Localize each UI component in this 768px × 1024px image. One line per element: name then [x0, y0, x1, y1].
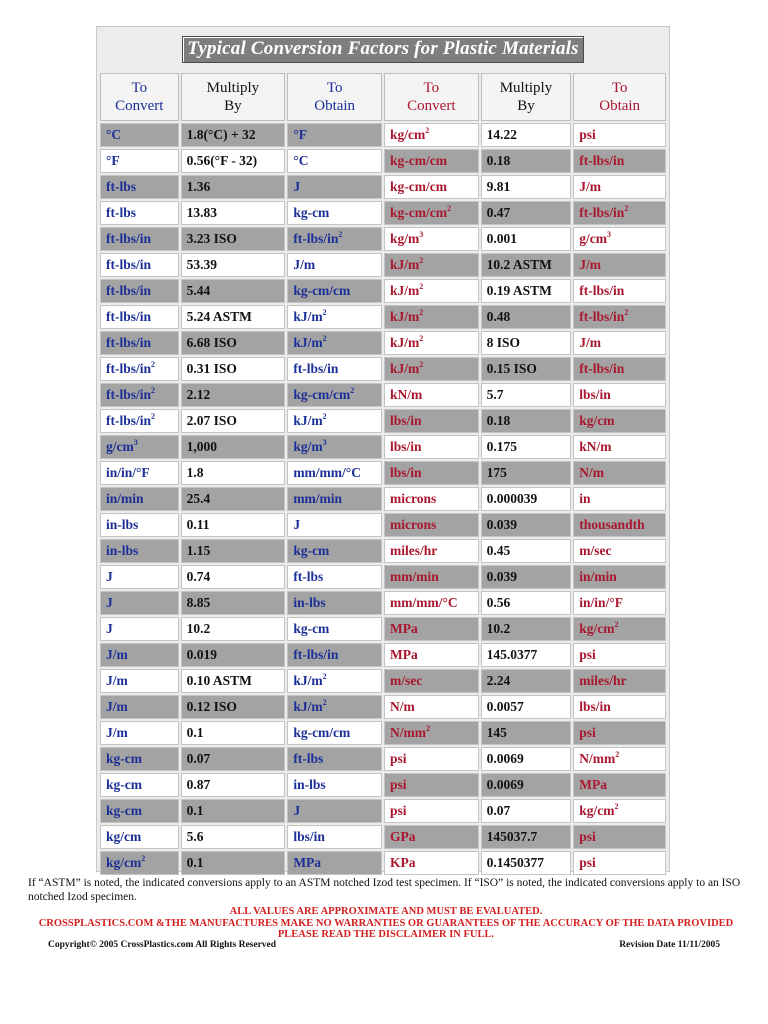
cell-to-obtain: $kJ/m^2$ — [287, 331, 382, 355]
cell-multiply-by: 2.07 ISO — [181, 409, 286, 433]
cell-multiply-by-right: 0.18 — [481, 149, 572, 173]
header-to-convert: To Convert — [100, 73, 179, 121]
cell-to-convert-right: N/m — [384, 695, 479, 719]
cell-multiply-by: 1.15 — [181, 539, 286, 563]
cell-to-obtain-right: psi — [573, 643, 666, 667]
table-row — [100, 123, 666, 147]
cell-to-obtain-right: lbs/in — [573, 695, 666, 719]
cell-to-convert: ft-lbs — [100, 175, 179, 199]
cell-multiply-by: 3.23 ISO — [181, 227, 286, 251]
cell-to-convert-right: psi — [384, 747, 479, 771]
cell-to-obtain: J — [287, 175, 382, 199]
cell-multiply-by: 5.44 — [181, 279, 286, 303]
cell-to-convert: J/m — [100, 695, 179, 719]
cell-multiply-by-right: 0.039 — [481, 513, 572, 537]
cell-to-obtain: °F — [287, 123, 382, 147]
cell-to-convert: ft-lbs/in — [100, 305, 179, 329]
table-row — [100, 357, 666, 381]
cell-multiply-by-right: 0.19 ASTM — [481, 279, 572, 303]
cell-multiply-by-right: 8 ISO — [481, 331, 572, 355]
cell-to-obtain-right: thousandth — [573, 513, 666, 537]
copyright: Copyright© 2005 CrossPlastics.com All Rights Reserved — [48, 940, 277, 950]
table-row — [100, 591, 666, 615]
cell-multiply-by-right: 0.18 — [481, 409, 572, 433]
disclaimer-line-2: CROSSPLASTICS.COM &THE MANUFACTURES MAKE NO WARRANTIES OR GUARANTEES OF THE ACCURACY OF THE DATA PROVIDED PLEASE READ THE DISCLAIMER IN FULL. — [38, 917, 734, 940]
cell-multiply-by: 1.8 — [181, 461, 286, 485]
cell-to-obtain-right: lbs/in — [573, 383, 666, 407]
cell-to-obtain: $kJ/m^2$ — [287, 305, 382, 329]
cell-to-obtain-right: psi — [573, 851, 666, 875]
cell-to-obtain-right: $g/cm^3$ — [573, 227, 666, 251]
cell-to-convert: J — [100, 565, 179, 589]
cell-to-obtain: $ft-lbs/in^2$ — [287, 227, 382, 251]
cell-to-obtain: ft-lbs — [287, 565, 382, 589]
cell-to-convert-right: $N/mm^2$ — [384, 721, 479, 745]
cell-to-convert: °F — [100, 149, 179, 173]
header-to-obtain: To Obtain — [287, 73, 382, 121]
cell-to-obtain-right: MPa — [573, 773, 666, 797]
cell-multiply-by: 53.39 — [181, 253, 286, 277]
cell-to-convert: ft-lbs/in — [100, 253, 179, 277]
table-row — [100, 747, 666, 771]
cell-to-convert-right: microns — [384, 513, 479, 537]
cell-to-obtain-right: psi — [573, 721, 666, 745]
cell-to-obtain-right: in/min — [573, 565, 666, 589]
table-row — [100, 799, 666, 823]
table-row — [100, 539, 666, 563]
table-row — [100, 851, 666, 875]
table-row — [100, 617, 666, 641]
cell-multiply-by: 1,000 — [181, 435, 286, 459]
cell-multiply-by-right: 145 — [481, 721, 572, 745]
cell-to-obtain-right: $kg/cm^2$ — [573, 617, 666, 641]
cell-to-obtain-right: m/sec — [573, 539, 666, 563]
table-row — [100, 773, 666, 797]
cell-to-obtain: kg-cm — [287, 201, 382, 225]
table-row — [100, 279, 666, 303]
cell-to-obtain: MPa — [287, 851, 382, 875]
cell-to-obtain: kg-cm/cm — [287, 721, 382, 745]
header-multiply-by-right: Multiply By — [481, 73, 572, 121]
cell-multiply-by: 2.12 — [181, 383, 286, 407]
table-row — [100, 721, 666, 745]
cell-multiply-by-right: 0.175 — [481, 435, 572, 459]
table-row — [100, 227, 666, 251]
cell-multiply-by-right: 0.0057 — [481, 695, 572, 719]
disclaimer-line-1: ALL VALUES ARE APPROXIMATE AND MUST BE EVALUATED. — [229, 906, 543, 917]
cell-multiply-by: 13.83 — [181, 201, 286, 225]
cell-to-convert-right: kg-cm/cm — [384, 149, 479, 173]
cell-to-obtain: lbs/in — [287, 825, 382, 849]
table-row — [100, 487, 666, 511]
cell-to-convert: ft-lbs/in — [100, 331, 179, 355]
cell-to-obtain-right: kg/cm — [573, 409, 666, 433]
header-multiply-by: Multiply By — [181, 73, 286, 121]
cell-multiply-by: 0.10 ASTM — [181, 669, 286, 693]
cell-to-obtain: $kJ/m^2$ — [287, 695, 382, 719]
cell-to-convert-right: mm/min — [384, 565, 479, 589]
cell-to-convert: kg-cm — [100, 747, 179, 771]
cell-to-convert: $ft-lbs/in^2$ — [100, 383, 179, 407]
cell-to-convert: in-lbs — [100, 539, 179, 563]
cell-multiply-by: 25.4 — [181, 487, 286, 511]
cell-to-convert: kg-cm — [100, 773, 179, 797]
cell-to-convert-right: kN/m — [384, 383, 479, 407]
cell-to-convert-right: psi — [384, 799, 479, 823]
cell-multiply-by: 0.1 — [181, 721, 286, 745]
cell-to-obtain-right: N/m — [573, 461, 666, 485]
cell-to-convert-right: m/sec — [384, 669, 479, 693]
cell-multiply-by: 0.1 — [181, 851, 286, 875]
cell-to-convert: J — [100, 591, 179, 615]
cell-to-obtain-right: $kg/cm^2$ — [573, 799, 666, 823]
cell-to-obtain: $kJ/m^2$ — [287, 409, 382, 433]
cell-multiply-by-right: 0.000039 — [481, 487, 572, 511]
cell-multiply-by: 1.8(°C) + 32 — [181, 123, 286, 147]
cell-to-obtain-right: miles/hr — [573, 669, 666, 693]
table-row — [100, 305, 666, 329]
cell-multiply-by: 6.68 ISO — [181, 331, 286, 355]
cell-to-obtain: ft-lbs/in — [287, 357, 382, 381]
cell-to-convert: ft-lbs — [100, 201, 179, 225]
cell-to-obtain-right: kN/m — [573, 435, 666, 459]
cell-multiply-by: 0.31 ISO — [181, 357, 286, 381]
cell-to-convert: kg-cm — [100, 799, 179, 823]
cell-multiply-by: 0.56(°F - 32) — [181, 149, 286, 173]
cell-to-convert-right: lbs/in — [384, 435, 479, 459]
cell-to-convert: kg/cm — [100, 825, 179, 849]
cell-to-convert: °C — [100, 123, 179, 147]
cell-multiply-by-right: 145.0377 — [481, 643, 572, 667]
cell-to-convert: J/m — [100, 643, 179, 667]
cell-to-obtain-right: $ft-lbs/in^2$ — [573, 305, 666, 329]
cell-to-obtain: in-lbs — [287, 773, 382, 797]
title-bar — [97, 27, 669, 71]
disclaimer — [28, 906, 744, 941]
cell-to-obtain: kg-cm — [287, 539, 382, 563]
footnote: If “ASTM” is noted, the indicated conversions apply to an ASTM notched Izod test specimen. If “ISO” is noted, the indicated conversions apply to an ISO notched Izod specimen. — [28, 877, 741, 903]
cell-to-convert-right: $kJ/m^2$ — [384, 279, 479, 303]
cell-to-convert: $g/cm^3$ — [100, 435, 179, 459]
cell-to-obtain-right: $ft-lbs/in^2$ — [573, 201, 666, 225]
cell-to-convert-right: $kJ/m^2$ — [384, 253, 479, 277]
table-row — [100, 409, 666, 433]
cell-multiply-by: 5.6 — [181, 825, 286, 849]
cell-to-obtain: mm/mm/°C — [287, 461, 382, 485]
cell-to-obtain: $kg-cm/cm^2$ — [287, 383, 382, 407]
cell-multiply-by: 0.87 — [181, 773, 286, 797]
cell-multiply-by: 0.12 ISO — [181, 695, 286, 719]
cell-to-obtain: mm/min — [287, 487, 382, 511]
cell-to-obtain-right: in/in/°F — [573, 591, 666, 615]
conversion-table — [98, 71, 668, 877]
cell-multiply-by: 0.74 — [181, 565, 286, 589]
cell-to-obtain-right: J/m — [573, 253, 666, 277]
header-row — [100, 73, 666, 121]
cell-to-convert: $kg/cm^2$ — [100, 851, 179, 875]
cell-multiply-by: 0.019 — [181, 643, 286, 667]
cell-to-convert-right: MPa — [384, 617, 479, 641]
cell-multiply-by-right: 0.45 — [481, 539, 572, 563]
cell-multiply-by-right: 0.07 — [481, 799, 572, 823]
cell-multiply-by-right: 0.56 — [481, 591, 572, 615]
cell-to-obtain: $kJ/m^2$ — [287, 669, 382, 693]
cell-multiply-by-right: 0.0069 — [481, 773, 572, 797]
cell-to-convert: in/min — [100, 487, 179, 511]
header-to-obtain-right: To Obtain — [573, 73, 666, 121]
cell-multiply-by-right: 145037.7 — [481, 825, 572, 849]
table-row — [100, 149, 666, 173]
cell-multiply-by-right: 14.22 — [481, 123, 572, 147]
cell-to-obtain-right: J/m — [573, 331, 666, 355]
table-row — [100, 695, 666, 719]
table-row — [100, 383, 666, 407]
table-row — [100, 201, 666, 225]
cell-to-convert-right: kg-cm/cm — [384, 175, 479, 199]
cell-to-convert-right: $kJ/m^2$ — [384, 331, 479, 355]
conversion-chart — [96, 26, 670, 872]
cell-to-obtain: J — [287, 799, 382, 823]
cell-to-convert-right: $kg/m^3$ — [384, 227, 479, 251]
cell-to-convert-right: $kg-cm/cm^2$ — [384, 201, 479, 225]
cell-to-convert-right: $kJ/m^2$ — [384, 305, 479, 329]
cell-to-convert: J/m — [100, 669, 179, 693]
cell-to-convert-right: lbs/in — [384, 409, 479, 433]
cell-to-obtain-right: psi — [573, 825, 666, 849]
cell-to-convert-right: lbs/in — [384, 461, 479, 485]
cell-multiply-by-right: 0.0069 — [481, 747, 572, 771]
cell-to-convert: J — [100, 617, 179, 641]
cell-multiply-by-right: 5.7 — [481, 383, 572, 407]
cell-multiply-by: 8.85 — [181, 591, 286, 615]
cell-to-obtain: in-lbs — [287, 591, 382, 615]
cell-to-obtain: kg-cm — [287, 617, 382, 641]
cell-to-convert: $ft-lbs/in^2$ — [100, 357, 179, 381]
cell-to-convert: ft-lbs/in — [100, 227, 179, 251]
cell-to-obtain-right: ft-lbs/in — [573, 149, 666, 173]
cell-multiply-by-right: 0.1450377 — [481, 851, 572, 875]
cell-to-obtain: °C — [287, 149, 382, 173]
cell-to-convert-right: psi — [384, 773, 479, 797]
cell-multiply-by: 0.1 — [181, 799, 286, 823]
cell-multiply-by-right: 0.47 — [481, 201, 572, 225]
cell-to-obtain-right: ft-lbs/in — [573, 357, 666, 381]
cell-to-convert-right: mm/mm/°C — [384, 591, 479, 615]
cell-to-obtain: ft-lbs/in — [287, 643, 382, 667]
cell-to-obtain: J — [287, 513, 382, 537]
cell-multiply-by: 10.2 — [181, 617, 286, 641]
cell-multiply-by: 5.24 ASTM — [181, 305, 286, 329]
cell-to-convert-right: GPa — [384, 825, 479, 849]
revision-date: Revision Date 11/11/2005 — [619, 940, 720, 950]
cell-to-obtain-right: ft-lbs/in — [573, 279, 666, 303]
cell-to-convert-right: KPa — [384, 851, 479, 875]
page-title: Typical Conversion Factors for Plastic Materials — [182, 36, 584, 63]
table-row — [100, 253, 666, 277]
cell-to-obtain: $kg/m^3$ — [287, 435, 382, 459]
cell-to-convert: J/m — [100, 721, 179, 745]
cell-to-convert-right: MPa — [384, 643, 479, 667]
table-row — [100, 825, 666, 849]
cell-multiply-by-right: 0.15 ISO — [481, 357, 572, 381]
cell-multiply-by-right: 10.2 — [481, 617, 572, 641]
table-row — [100, 513, 666, 537]
table-row — [100, 565, 666, 589]
cell-to-convert-right: $kg/cm^2$ — [384, 123, 479, 147]
cell-to-convert-right: miles/hr — [384, 539, 479, 563]
table-row — [100, 461, 666, 485]
cell-to-convert: $ft-lbs/in^2$ — [100, 409, 179, 433]
cell-to-obtain-right: J/m — [573, 175, 666, 199]
cell-to-convert-right: $kJ/m^2$ — [384, 357, 479, 381]
cell-to-obtain: kg-cm/cm — [287, 279, 382, 303]
cell-to-obtain-right: psi — [573, 123, 666, 147]
cell-multiply-by-right: 9.81 — [481, 175, 572, 199]
cell-to-obtain-right: in — [573, 487, 666, 511]
cell-multiply-by-right: 10.2 ASTM — [481, 253, 572, 277]
table-row — [100, 435, 666, 459]
cell-to-obtain-right: $N/mm^2$ — [573, 747, 666, 771]
cell-multiply-by-right: 2.24 — [481, 669, 572, 693]
cell-multiply-by-right: 0.039 — [481, 565, 572, 589]
cell-to-convert: ft-lbs/in — [100, 279, 179, 303]
cell-multiply-by: 0.11 — [181, 513, 286, 537]
cell-multiply-by-right: 0.48 — [481, 305, 572, 329]
cell-multiply-by: 0.07 — [181, 747, 286, 771]
cell-multiply-by-right: 175 — [481, 461, 572, 485]
cell-to-convert: in/in/°F — [100, 461, 179, 485]
table-row — [100, 643, 666, 667]
table-row — [100, 331, 666, 355]
cell-to-convert: in-lbs — [100, 513, 179, 537]
table-row — [100, 669, 666, 693]
cell-multiply-by: 1.36 — [181, 175, 286, 199]
cell-to-obtain: J/m — [287, 253, 382, 277]
cell-to-convert-right: microns — [384, 487, 479, 511]
cell-multiply-by-right: 0.001 — [481, 227, 572, 251]
table-row — [100, 175, 666, 199]
cell-to-obtain: ft-lbs — [287, 747, 382, 771]
header-to-convert-right: To Convert — [384, 73, 479, 121]
